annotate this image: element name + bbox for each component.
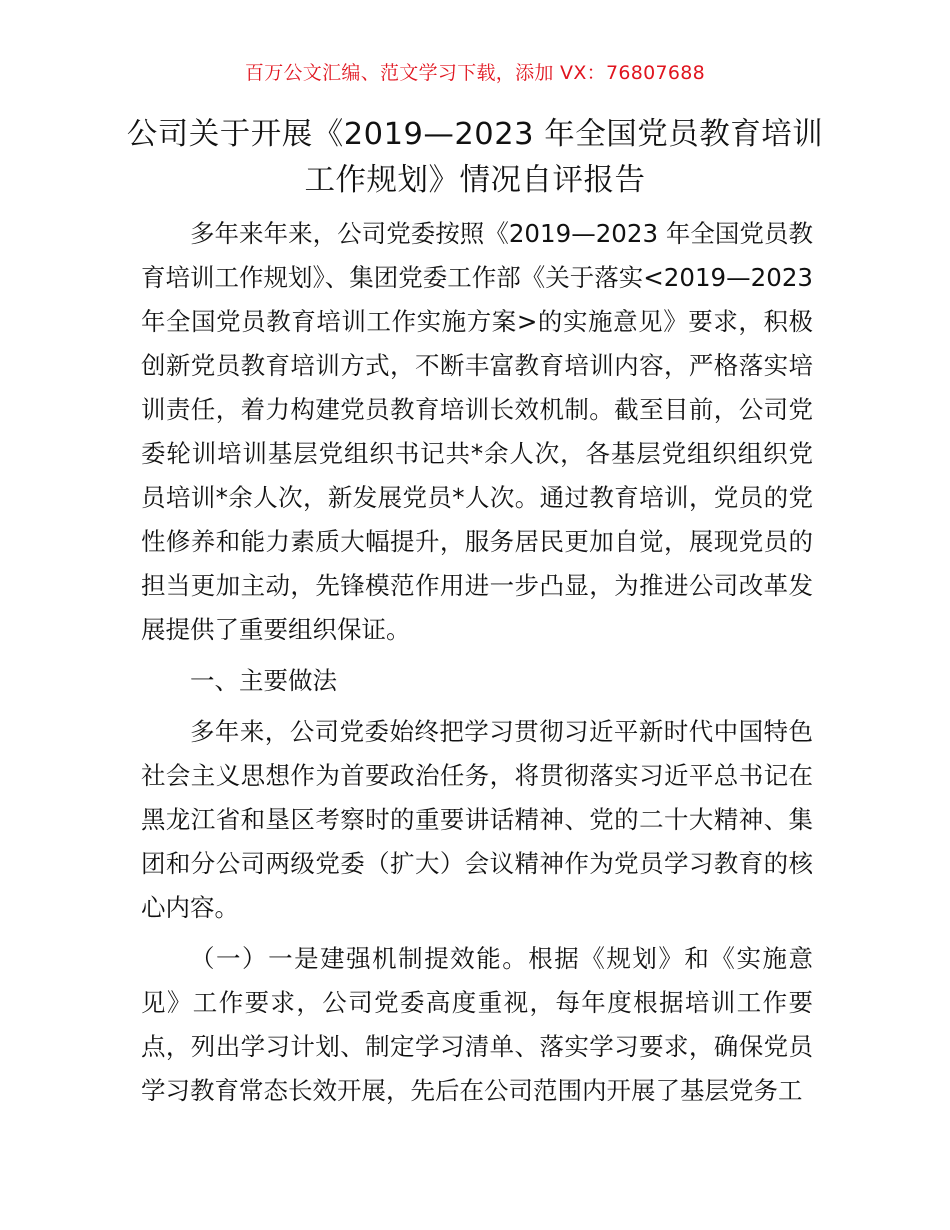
- intro-paragraph: 多年来年来，公司党委按照《2019—2023 年全国党员教育培训工作规划》、集团党委工作部《关于落实<2019—2023 年全国党员教育培训工作实施方案>的实施意见》要求，积极创新党员教育培训方式，不断丰富教育培训内容，严格落实培训责任，着力构建党员教育培训长效机制。截至目前，公司党委轮训培训基层党组织书记共*余人次，各基层党组织组织党员培训*余人次，新发展党员*人次。通过教育培训，党员的党性修养和能力素质大幅提升，服务居民更加自觉，展现党员的担当更加主动，先锋模范作用进一步凸显，为推进公司改革发展提供了重要组织保证。: [141, 219, 813, 644]
- document-body: [141, 212, 813, 1120]
- subsection-paragraph: （一）一是建强机制提效能。根据《规划》和《实施意见》工作要求，公司党委高度重视，每年度根据培训工作要点，列出学习计划、制定学习清单、落实学习要求，确保党员学习教育常态长效开展，先后在公司范围内开展了基层党务工: [141, 944, 813, 1105]
- document-title: 公司关于开展《2019—2023 年全国党员教育培训工作规划》情况自评报告: [126, 117, 824, 198]
- header-banner: 百万公文汇编、范文学习下载，添加 VX：76807688: [244, 62, 706, 84]
- section-heading-main-practices: 一、主要做法: [190, 666, 337, 695]
- section-paragraph: 多年来，公司党委始终把学习贯彻习近平新时代中国特色社会主义思想作为首要政治任务，将贯彻落实习近平总书记在黑龙江省和垦区考察时的重要讲话精神、党的二十大精神、集团和分公司两级党委（扩大）会议精神作为党员学习教育的核心内容。: [141, 717, 813, 922]
